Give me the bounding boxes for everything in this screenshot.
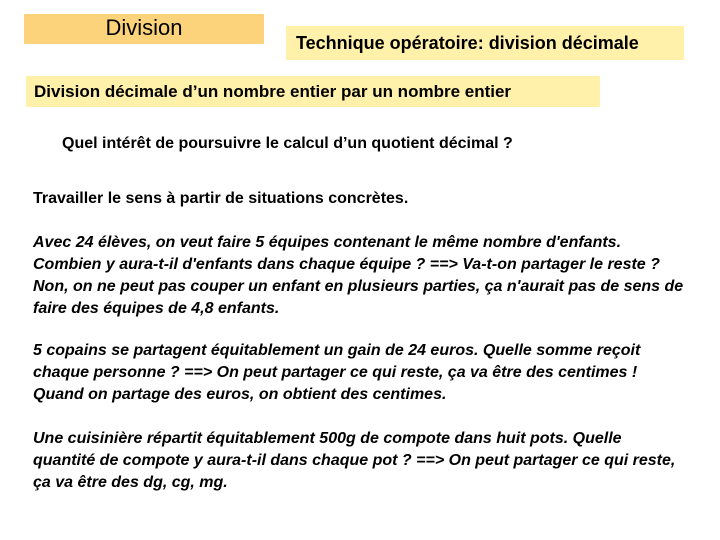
example-paragraph: 5 copains se partagent équitablement un gain de 24 euros. Quelle somme reçoit chaque personne ? ==> On peut partager ce qui reste, ça va être des centimes ! Quand on partage des euros, on obtient des centimes. <box>33 342 641 403</box>
slide-title: Division <box>24 14 264 44</box>
example-paragraph: Avec 24 élèves, on veut faire 5 équipes contenant le même nombre d'enfants. Combien y aura-t-il d'enfants dans chaque équipe ? ==> Va-t-on partager le reste ? Non, on ne peut pas couper un enfant en plusieurs parties, ça n'aurait pas de sens de faire des équipes de 4,8 enfants. <box>33 234 684 317</box>
intro-text: Travailler le sens à partir de situations concrètes. <box>33 190 409 207</box>
key-question: Quel intérêt de poursuivre le calcul d’un quotient décimal ? <box>62 135 513 152</box>
section-subtitle: Division décimale d’un nombre entier par un nombre entier <box>26 76 600 107</box>
example-paragraph: Une cuisinière répartit équitablement 500g de compote dans huit pots. Quelle quantité de compote y aura-t-il dans chaque pot ? ==> On peut partager ce qui reste, ça va être des dg, cg, mg. <box>33 430 676 491</box>
section-header: Technique opératoire: division décimale <box>286 26 684 60</box>
